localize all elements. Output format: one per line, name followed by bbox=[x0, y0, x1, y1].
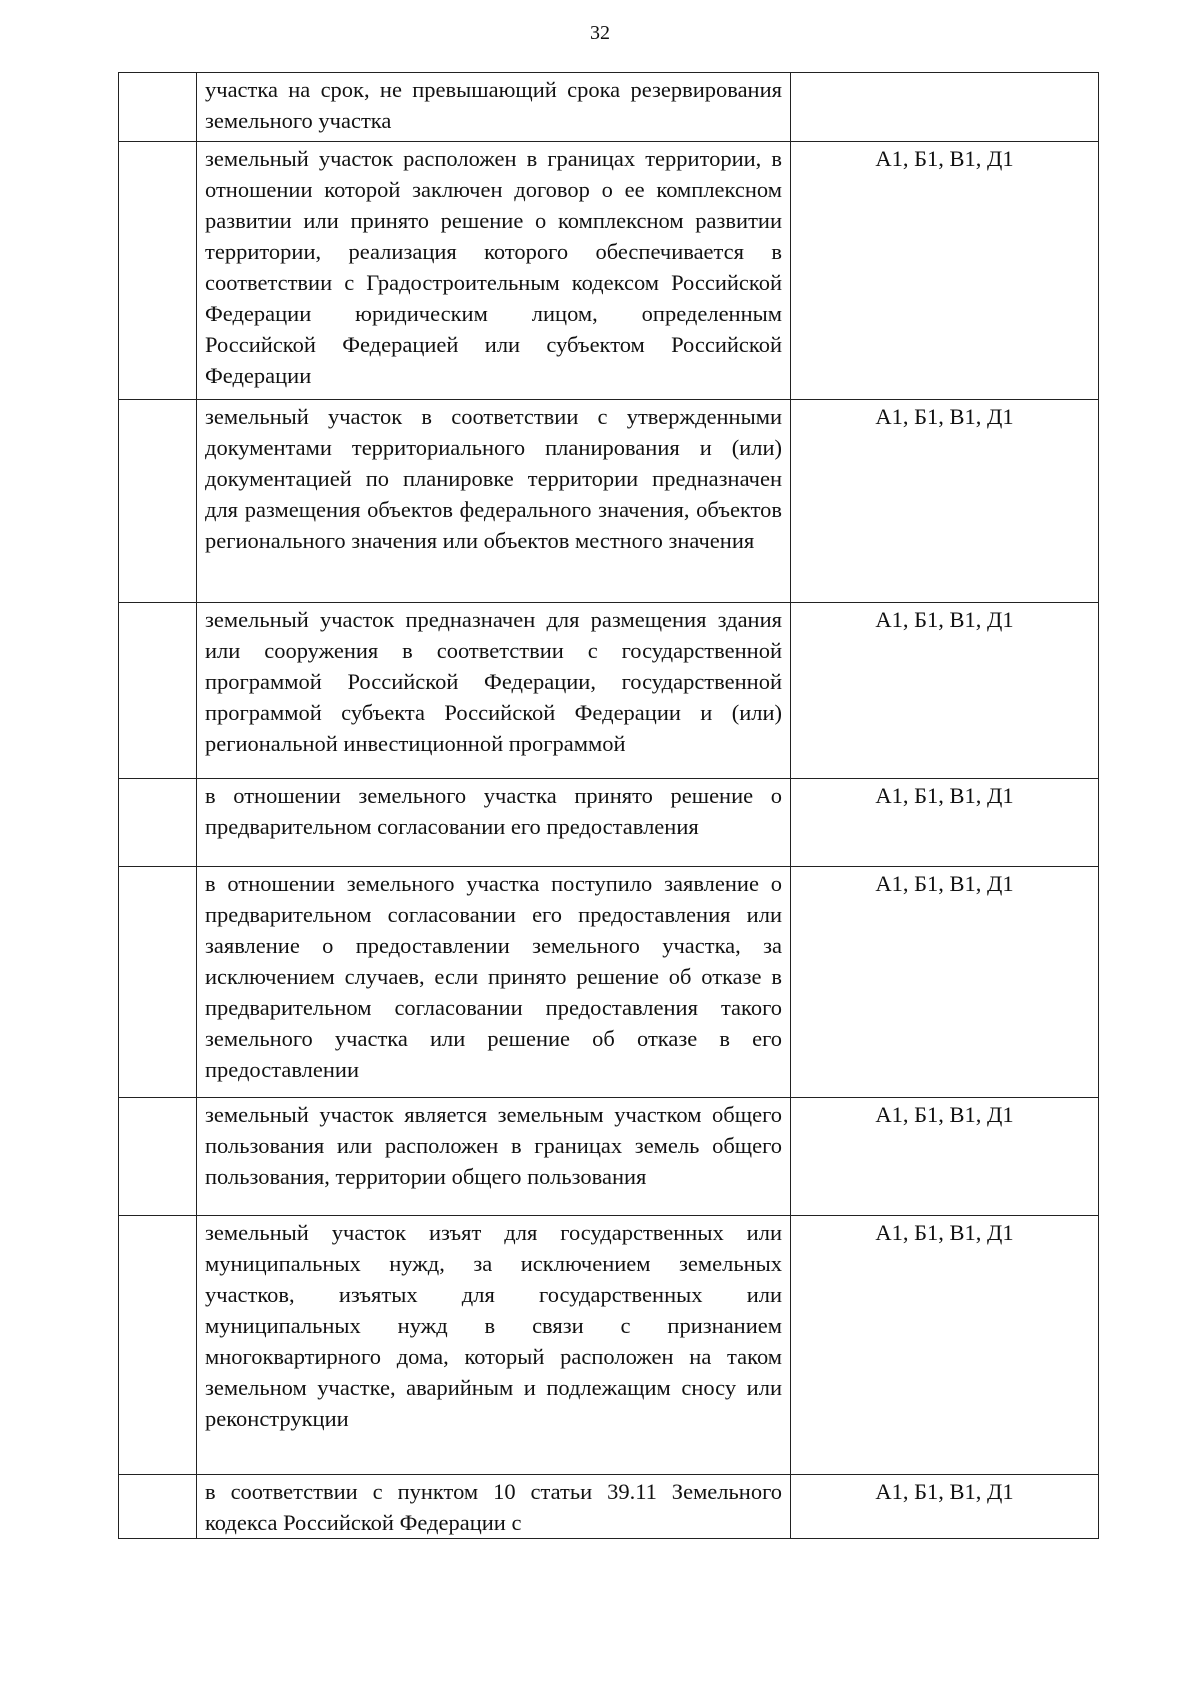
number-cell bbox=[119, 603, 197, 779]
condition-text-cell: в отношении земельного участка принято решение о предварительном согласовании его предоставления bbox=[197, 779, 791, 867]
page-number: 32 bbox=[590, 22, 610, 44]
table-row bbox=[119, 779, 1099, 867]
condition-text-cell: земельный участок изъят для государственных или муниципальных нужд, за исключением земельных участков, изъятых для государственных или муниципальных нужд в связи с признанием многоквартирного дома, который расположен на таком земельном участке, аварийным и подлежащим сносу или реконструкции bbox=[197, 1216, 791, 1475]
number-cell bbox=[119, 1475, 197, 1539]
table-row bbox=[119, 1216, 1099, 1475]
condition-text-cell: участка на срок, не превышающий срока резервирования земельного участка bbox=[197, 73, 791, 142]
codes-cell: А1, Б1, В1, Д1 bbox=[791, 1475, 1099, 1539]
condition-text-cell: земельный участок расположен в границах территории, в отношении которой заключен договор о ее комплексном развитии или принято решение о комплексном развитии территории, реализация которого обеспечивается в соответствии с Градостроительным кодексом Российской Федерации юридическим лицом, определенным Российской Федерацией или субъектом Российской Федерации bbox=[197, 142, 791, 400]
table-row bbox=[119, 1098, 1099, 1216]
table-row bbox=[119, 1475, 1099, 1539]
table-row bbox=[119, 73, 1099, 142]
codes-cell: А1, Б1, В1, Д1 bbox=[791, 867, 1099, 1098]
table-row bbox=[119, 603, 1099, 779]
condition-text-cell: в соответствии с пунктом 10 статьи 39.11 Земельного кодекса Российской Федерации с bbox=[197, 1475, 791, 1539]
codes-cell: А1, Б1, В1, Д1 bbox=[791, 1216, 1099, 1475]
number-cell bbox=[119, 779, 197, 867]
codes-cell: А1, Б1, В1, Д1 bbox=[791, 400, 1099, 603]
condition-text-cell: земельный участок в соответствии с утвержденными документами территориального планирования и (или) документацией по планировке территории предназначен для размещения объектов федерального значения, объектов регионального значения или объектов местного значения bbox=[197, 400, 791, 603]
table-row bbox=[119, 142, 1099, 400]
number-cell bbox=[119, 1098, 197, 1216]
codes-cell: А1, Б1, В1, Д1 bbox=[791, 142, 1099, 400]
codes-cell: А1, Б1, В1, Д1 bbox=[791, 603, 1099, 779]
table-row bbox=[119, 867, 1099, 1098]
number-cell bbox=[119, 400, 197, 603]
condition-text-cell: земельный участок предназначен для размещения здания или сооружения в соответствии с государственной программой Российской Федерации, государственной программой субъекта Российской Федерации и (или) региональной инвестиционной программой bbox=[197, 603, 791, 779]
codes-cell bbox=[791, 73, 1099, 142]
codes-cell: А1, Б1, В1, Д1 bbox=[791, 779, 1099, 867]
conditions-table bbox=[118, 72, 1099, 1539]
number-cell bbox=[119, 867, 197, 1098]
number-cell bbox=[119, 142, 197, 400]
codes-cell: А1, Б1, В1, Д1 bbox=[791, 1098, 1099, 1216]
condition-text-cell: в отношении земельного участка поступило заявление о предварительном согласовании его предоставления или заявление о предоставлении земельного участка, за исключением случаев, если принято решение об отказе в предварительном согласовании предоставления такого земельного участка или решение об отказе в его предоставлении bbox=[197, 867, 791, 1098]
number-cell bbox=[119, 73, 197, 142]
table-row bbox=[119, 400, 1099, 603]
number-cell bbox=[119, 1216, 197, 1475]
condition-text-cell: земельный участок является земельным участком общего пользования или расположен в границах земель общего пользования, территории общего пользования bbox=[197, 1098, 791, 1216]
